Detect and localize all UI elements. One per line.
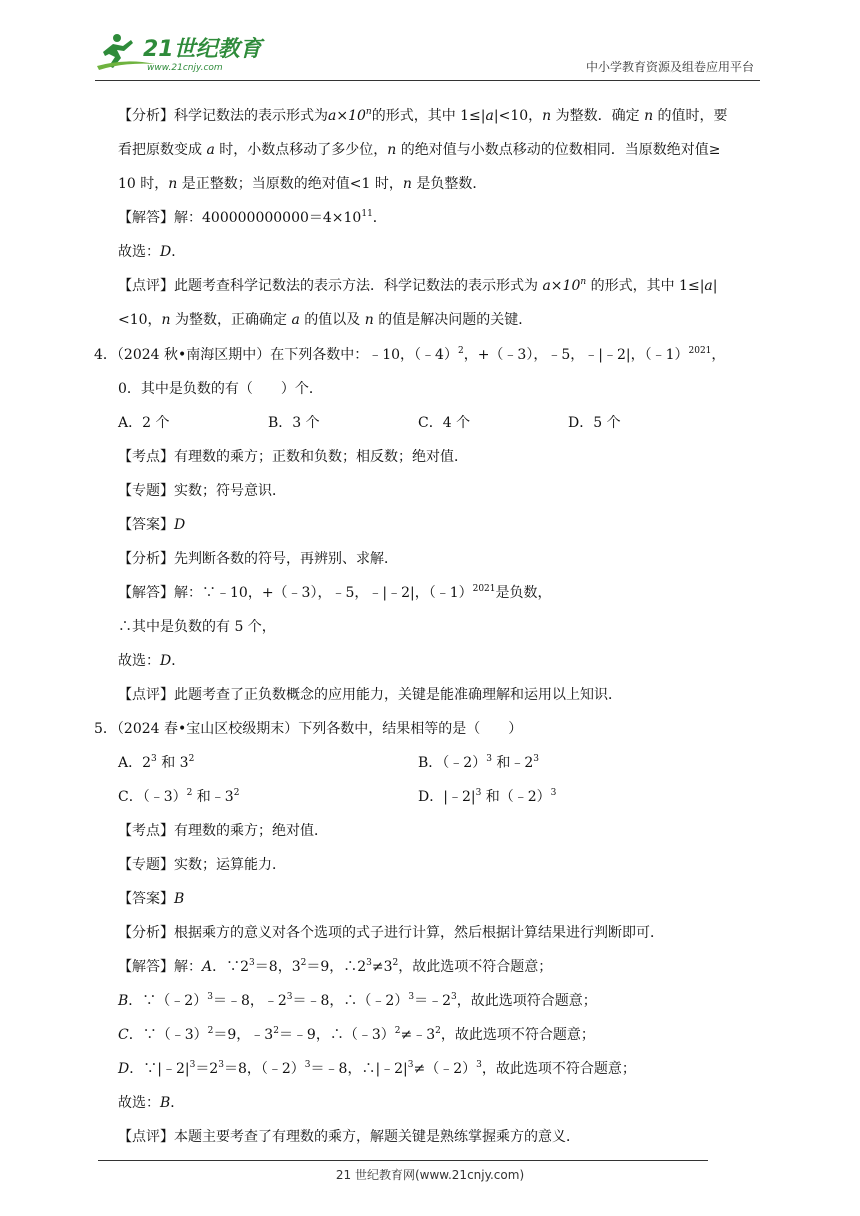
question-4-stem-1: 4．（2024 秋•南海区期中）在下列各数中：﹣10，（﹣4）$^2$，+（﹣3），﹣5，﹣|﹣2|，（﹣1）$^{2021}$， bbox=[94, 346, 726, 363]
q5-analysis: 【分析】根据乘方的意义对各个选项的式子进行计算，然后根据计算结果进行判断即可． bbox=[118, 925, 664, 941]
logo-text: 21世纪教育 bbox=[143, 37, 262, 62]
q4-analysis: 【分析】先判断各数的符号，再辨别、求解． bbox=[118, 551, 398, 567]
analysis-line-1: 【分析】科学记数法的表示形式为$a\times 10^n$的形式，其中 1≤|a|<10，n 为整数．确定 n 的值时，要 bbox=[118, 107, 728, 124]
page-header bbox=[95, 28, 760, 81]
footer-divider bbox=[98, 1160, 708, 1161]
q4-comment: 【点评】此题考查了正负数概念的应用能力，关键是能准确理解和运用以上知识． bbox=[118, 687, 622, 703]
q5-choice: 故选：B． bbox=[118, 1095, 185, 1111]
analysis-line-3: 10 时，n 是正整数；当原数的绝对值<1 时，n 是负整数． bbox=[118, 176, 487, 192]
analysis-line-2: 看把原数变成 a 时，小数点移动了多少位，n 的绝对值与小数点移动的位数相同．当原数绝对值≥ bbox=[118, 142, 721, 158]
q4-option-b: B．3 个 bbox=[268, 415, 320, 431]
logo-url: www.21cnjy.com bbox=[147, 63, 223, 73]
q4-solution-1: 【解答】解：∵﹣10，+（﹣3），﹣5，﹣|﹣2|，（﹣1）$^{2021}$是负数， bbox=[118, 584, 552, 601]
q5-solution-b: B．∵（﹣2）$^3$＝﹣8，$﹣2^3=﹣8$，$\therefore(﹣2)^3=﹣2^3$，故此选项符合题意； bbox=[118, 992, 597, 1009]
q5-option-a: A．$2^3$ 和 $3^2$ bbox=[118, 754, 195, 771]
q5-solution-a: 【解答】解：A．$\because 2^3=8$，$3^2=9$，$\therefore 2^3\ne 3^2$，故此选项不符合题意； bbox=[118, 958, 553, 975]
site-logo bbox=[95, 30, 265, 76]
comment-line-2: <10，n 为整数，正确确定 a 的值以及 n 的值是解决问题的关键． bbox=[118, 312, 533, 328]
question-5-stem: 5．（2024 春•宝山区校级期末）下列各数中，结果相等的是（ ） bbox=[94, 721, 523, 737]
q4-choice: 故选：D． bbox=[118, 653, 186, 669]
footer-link[interactable]: 21 世纪教育网(www.21cnjy.com) bbox=[335, 1168, 525, 1182]
comment-line-1: 【点评】此题考查科学记数法的表示方法．科学记数法的表示形式为 $a\times 10^n$ 的形式，其中 1≤|a| bbox=[118, 277, 718, 294]
solution-line: 【解答】解：$400000000000=4\times 10^{11}$． bbox=[118, 209, 387, 226]
q4-answer: 【答案】D bbox=[118, 517, 186, 533]
q5-zhuanti: 【专题】实数；运算能力． bbox=[118, 857, 286, 873]
q4-option-d: D．5 个 bbox=[568, 415, 621, 431]
q5-option-d: D．$|﹣2|^3$ 和（﹣2）$^3$ bbox=[418, 788, 557, 805]
question-4-stem-2: 0．其中是负数的有（ ）个． bbox=[118, 381, 323, 397]
q5-answer: 【答案】B bbox=[118, 891, 185, 907]
q5-solution-c: C．∵（﹣3）$^2$＝9，$﹣3^2=﹣9$，$\therefore(﹣3)^2\ne﹣3^2$，故此选项不符合题意； bbox=[118, 1026, 595, 1043]
q4-option-c: C．4 个 bbox=[418, 415, 471, 431]
q4-kaodian: 【考点】有理数的乘方；正数和负数；相反数；绝对值． bbox=[118, 449, 468, 465]
q5-kaodian: 【考点】有理数的乘方；绝对值． bbox=[118, 823, 328, 839]
q5-solution-d: D．$\because|﹣2|^3=2^3=8$，（﹣2）$^3$＝﹣8，$\therefore|﹣2|^3\ne(﹣2)^3$，故此选项不符合题意； bbox=[118, 1060, 636, 1077]
q4-solution-2: ∴其中是负数的有 5 个， bbox=[118, 619, 276, 635]
q4-option-a: A．2 个 bbox=[118, 415, 170, 431]
choice-line: 故选：D． bbox=[118, 244, 186, 260]
q5-option-c: C．（﹣3）$^2$ 和$﹣3^2$ bbox=[118, 788, 240, 805]
q5-option-b: B．（﹣2）$^3$ 和$﹣2^3$ bbox=[418, 754, 540, 771]
platform-name: 中小学教育资源及组卷应用平台 bbox=[585, 60, 754, 74]
q4-zhuanti: 【专题】实数；符号意识． bbox=[118, 483, 286, 499]
q5-comment: 【点评】本题主要考查了有理数的乘方，解题关键是熟练掌握乘方的意义． bbox=[118, 1129, 580, 1145]
